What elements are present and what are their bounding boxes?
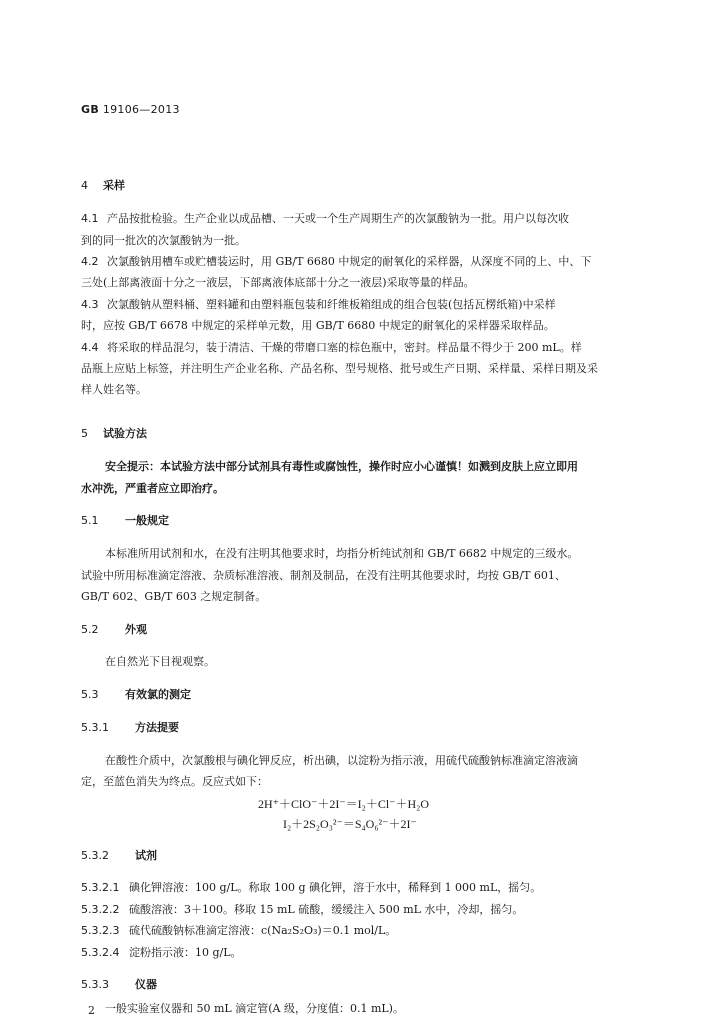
section-title: 方法提要 [135,721,179,734]
clause-text: 次氯酸钠用槽车或贮槽装运时，用 GB/T 6680 中规定的耐氧化的采样器，从深度不同的上、中、下 [107,255,592,268]
clause-4-4-line-2: 品瓶上应贴上标签，并注明生产企业名称、产品名称、型号规格、批号或生产日期、采样量、采样日期及采 [81,362,598,375]
section-5-3-2-heading [81,848,157,864]
clause-4-4-line-3: 样人姓名等。 [81,383,147,396]
section-number: 5.3.1 [81,721,109,734]
reagent-5-3-2-1 [81,880,541,896]
section-5-3-heading [81,687,191,703]
clause-text: 硫代硫酸钠标准滴定溶液：c(Na₂S₂O₃)＝0.1 mol/L。 [129,924,397,937]
section-number: 5 [81,427,88,440]
safety-notice-line-2: 水冲洗，严重者应立即治疗。 [81,482,224,495]
reagent-5-3-2-3 [81,923,396,939]
section-5-3-1-heading [81,720,179,736]
clause-text: 碘化钾溶液：100 g/L。称取 100 g 碘化钾，溶于水中，稀释到 1 000 mL，摇匀。 [129,881,542,894]
section-title: 仪器 [135,978,157,991]
clause-text: 次氯酸钠从塑料桶、塑料罐和由塑料瓶包装和纤维板箱组成的组合包装(包括瓦楞纸箱)中采样 [107,298,556,311]
section-title: 试验方法 [103,427,147,440]
clause-4-2-line-1 [81,254,591,270]
clause-4-4-line-1 [81,340,582,356]
section-5-heading [81,426,147,442]
clause-number: 4.3 [81,298,99,311]
section-5-1-line-2: 试验中所用标准滴定溶液、杂质标准溶液、制剂及制品，在没有注明其他要求时，均按 GB/T 601、 [81,569,566,582]
standard-code-header [81,103,180,116]
section-number: 4 [81,179,88,192]
section-number: 5.1 [81,514,99,527]
section-number: 5.3.2 [81,849,109,862]
section-5-3-1-line-2: 定，至蓝色消失为终点。反应式如下： [81,775,268,788]
section-title: 外观 [125,623,147,636]
section-4-heading [81,178,125,194]
section-title: 有效氯的测定 [125,688,191,701]
section-number: 5.2 [81,623,99,636]
section-number: 5.3.3 [81,978,109,991]
section-5-2-line-1: 在自然光下目视观察。 [105,655,215,668]
section-5-3-3-heading [81,977,157,993]
section-5-3-3-line-1: 一般实验室仪器和 50 mL 滴定管(A 级，分度值：0.1 mL)。 [105,1002,404,1015]
clause-number: 4.4 [81,341,99,354]
safety-notice-line-1: 安全提示：本试验方法中部分试剂具有毒性或腐蚀性，操作时应小心谨慎！如溅到皮肤上应立即用 [105,460,578,473]
section-5-2-heading [81,622,147,638]
standard-code-prefix: GB [81,103,100,116]
clause-text: 产品按批检验。生产企业以成品槽、一天或一个生产周期生产的次氯酸钠为一批。用户以每次收 [107,212,569,225]
clause-number: 4.1 [81,212,99,225]
clause-text: 淀粉指示液：10 g/L。 [129,946,242,959]
clause-number: 5.3.2.1 [81,881,120,894]
section-title: 一般规定 [125,514,169,527]
standard-code-number: 19106—2013 [102,103,180,116]
reaction-equation-2: I₂＋2S₂O₃²⁻＝S₄O₆²⁻＋2I⁻ [283,817,417,831]
section-5-1-line-3: GB/T 602、GB/T 603 之规定制备。 [81,590,267,603]
section-5-1-line-1: 本标准所用试剂和水，在没有注明其他要求时，均指分析纯试剂和 GB/T 6682 中规定的三级水。 [105,547,579,560]
section-title: 试剂 [135,849,157,862]
clause-number: 5.3.2.2 [81,903,120,916]
section-5-3-1-line-1: 在酸性介质中，次氯酸根与碘化钾反应，析出碘，以淀粉为指示液，用硫代硫酸钠标准滴定溶液滴 [105,754,578,767]
clause-4-1-line-1 [81,211,569,227]
clause-4-2-line-2: 三处(上部离液面十分之一液层，下部离液体底部十分之一液层)采取等量的样品。 [81,276,475,289]
clause-text: 将采取的样品混匀，装于清洁、干燥的带磨口塞的棕色瓶中，密封。样品量不得少于 200 mL。样 [107,341,582,354]
clause-4-3-line-1 [81,297,556,313]
page-number: 2 [88,1004,95,1017]
reagent-5-3-2-2 [81,902,523,918]
section-5-1-heading [81,513,169,529]
clause-number: 4.2 [81,255,99,268]
reaction-equation-1: 2H⁺＋ClO⁻＋2I⁻＝I₂＋Cl⁻＋H₂O [258,797,430,811]
clause-text: 硫酸溶液：3＋100。移取 15 mL 硫酸，缓缓注入 500 mL 水中，冷却，摇匀。 [129,903,524,916]
clause-4-3-line-2: 时，应按 GB/T 6678 中规定的采样单元数，用 GB/T 6680 中规定的耐氧化的采样器采取样品。 [81,319,555,332]
section-title: 采样 [103,179,125,192]
section-number: 5.3 [81,688,99,701]
clause-number: 5.3.2.4 [81,946,120,959]
reagent-5-3-2-4 [81,945,242,961]
clause-4-1-line-2: 到的同一批次的次氯酸钠为一批。 [81,234,246,247]
clause-number: 5.3.2.3 [81,924,120,937]
